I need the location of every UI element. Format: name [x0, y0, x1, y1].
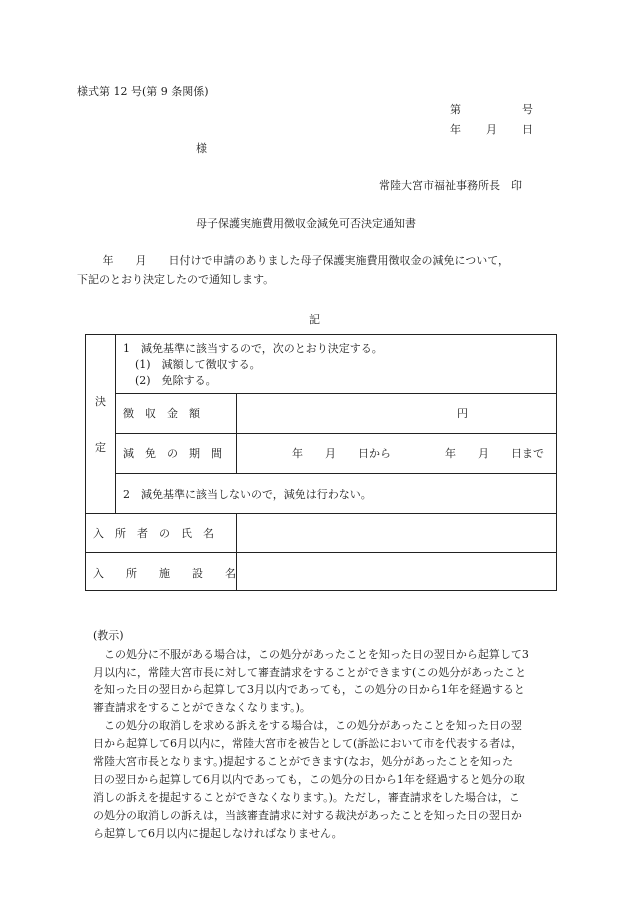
amount-label: 徴 収 金 額: [123, 407, 200, 420]
decision-table: [85, 334, 557, 591]
notice-line: 日の翌日から起算して6月以内であっても，この処分の日から1年を経過すると処分の取: [93, 773, 525, 786]
decision-label: 定: [95, 441, 106, 454]
table-divider: [115, 393, 557, 394]
amount-unit: 円: [457, 407, 468, 420]
sender: 常陸大宮市福祉事務所長 印: [379, 179, 522, 192]
table-divider: [115, 473, 557, 474]
notice-line: 月以内に，常陸大宮市長に対して審査請求をすることができます(この処分があったこと: [93, 666, 527, 679]
document-number-suffix: 号: [522, 103, 533, 116]
decision-label: 決: [95, 395, 106, 408]
facility-name-label: 入 所 施 設 名: [93, 567, 236, 580]
option-2-text: 2 減免基準に該当しないので，減免は行わない。: [123, 488, 372, 501]
table-divider: [115, 335, 116, 513]
notice-line: 日から起算して6月以内に，常陸大宮市を被告として(訴訟において市を代表する者は，: [93, 737, 523, 750]
notice-line: を知った日の翌日から起算して3月以内であっても，この処分の日から1年を経過すると: [93, 683, 525, 696]
intro-line-1: 年 月 日付けで申請のありました母子保護実施費用徴収金の減免について，: [77, 254, 510, 267]
period-from: 年 月 日から: [292, 447, 391, 460]
form-number: 様式第 12 号(第 9 条関係): [77, 85, 209, 98]
notice-line: ら起算して6月以内に提起しなければなりません。: [93, 827, 343, 840]
notice-line: この処分に不服がある場合は，この処分があったことを知った日の翌日から起算して3: [93, 648, 529, 661]
date-month: 月: [486, 123, 497, 136]
period-to: 年 月 日まで: [445, 447, 544, 460]
resident-name-label: 入 所 者 の 氏 名: [93, 527, 214, 540]
notice-line: 常陸大宮市長となります。)提起することができます(なお，処分があったことを知った: [93, 755, 514, 768]
period-label: 減 免 の 期 間: [123, 447, 222, 460]
notice-line: 消しの訴えを提起することができなくなります。)。ただし，審査請求をした場合は，こ: [93, 791, 520, 804]
table-divider: [86, 552, 557, 553]
document-number-prefix: 第: [450, 103, 461, 116]
option-1-sub-1: (1) 減額して徴収する。: [135, 358, 261, 371]
notice-line: 審査請求をすることができなくなります。)。: [93, 701, 311, 714]
ki-heading: 記: [309, 313, 320, 326]
option-1-sub-2: (2) 免除する。: [135, 374, 217, 387]
addressee-honorific: 様: [196, 142, 207, 155]
date-day: 日: [522, 123, 533, 136]
document-title: 母子保護実施費用徴収金減免可否決定通知書: [196, 217, 416, 230]
notice-line: この処分の取消しを求める訴えをする場合は，この処分があったことを知った日の翌: [93, 719, 522, 732]
intro-line-2: 下記のとおり決定したので通知します。: [77, 273, 275, 286]
date-year: 年: [450, 123, 461, 136]
notice-heading: (教示): [93, 629, 124, 642]
table-divider: [115, 433, 557, 434]
table-divider: [86, 513, 557, 514]
notice-line: の処分の取消しの訴えは，当該審査請求に対する裁決があったことを知った日の翌日か: [93, 809, 522, 822]
option-1-text: 1 減免基準に該当するので，次のとおり決定する。: [123, 342, 383, 355]
